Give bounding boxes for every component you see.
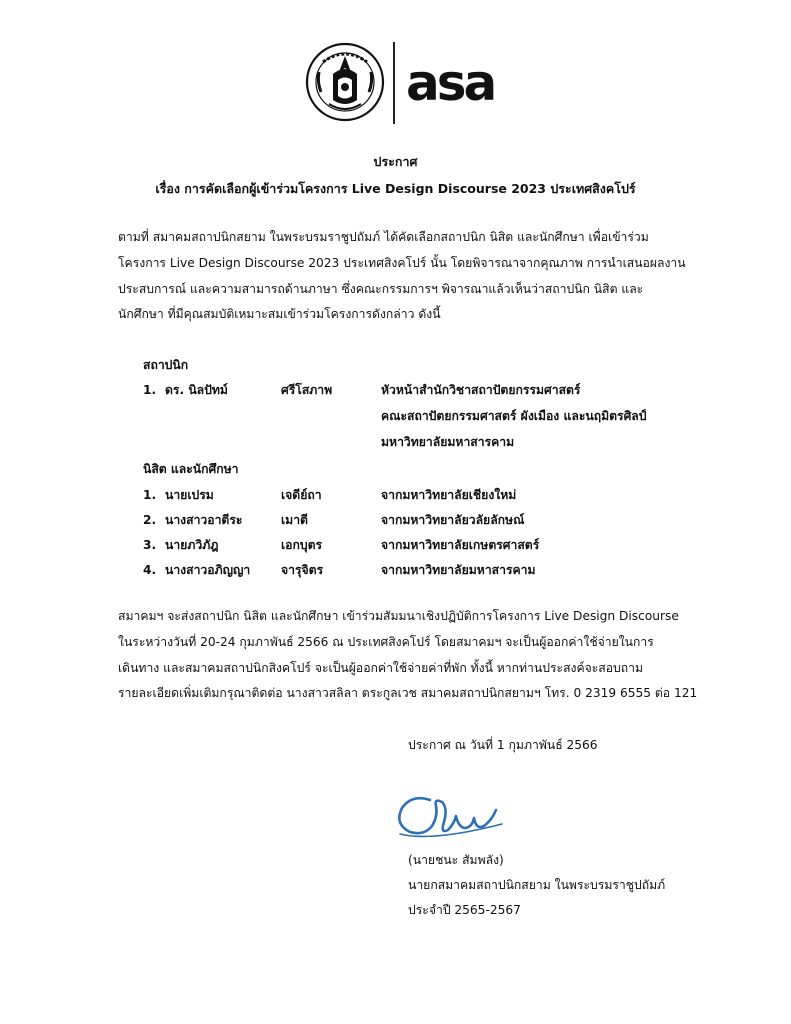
signer-term: ประจำปี 2565-2567 [408,903,521,917]
closing-line: เดินทาง และสมาคมสถาปนิกสิงคโปร์ จะเป็นผู้ออกค่าใช้จ่ายค่าที่พัก ทั้งนี้ หากท่านประสงค์จะสอบถาม [118,660,644,675]
closing-line: สมาคมฯ จะส่งสถาปนิก นิสิต และนักศึกษา เข้าร่วมสัมมนาเชิงปฏิบัติการโครงการ Live Design Discourse [118,609,679,623]
last-name: เมาตี [281,513,308,527]
last-name: เอกบุตร [281,538,323,552]
logo-divider [393,42,395,124]
asa-logo [406,60,530,104]
closing-line: ในระหว่างวันที่ 20-24 กุมภาพันธ์ 2566 ณ ประเทศสิงคโปร์ โดยสมาคมฯ จะเป็นผู้ออกค่าใช้จ่ายในการ [118,634,654,649]
affiliation: จากมหาวิทยาลัยเกษตรศาสตร์ [381,538,540,552]
last-name: ศรีโสภาพ [281,383,333,397]
row-number: 2. [143,513,157,527]
first-name: นายเปรม [165,488,214,502]
affiliation: มหาวิทยาลัยมหาสารคาม [381,435,515,449]
row-number: 4. [143,563,157,577]
intro-line: นักศึกษา ที่มีคุณสมบัติเหมาะสมเข้าร่วมโครงการดังกล่าว ดังนี้ [118,307,441,322]
affiliation: จากมหาวิทยาลัยเชียงใหม่ [381,488,517,502]
first-name: ดร. นิลปัทม์ [165,383,228,397]
closing-paragraph [118,604,698,707]
first-name: นายภวิภัฎ [165,538,219,552]
row-number: 1. [143,488,157,502]
closing-line: รายละเอียดเพิ่มเติมกรุณาติดต่อ นางสาวสลิลา ตระกูลเวช สมาคมสถาปนิกสยามฯ โทร. 0 2319 6555 ต่อ 121 [118,686,698,701]
row-number: 3. [143,538,157,552]
affiliation: จากมหาวิทยาลัยมหาสารคาม [381,563,536,577]
last-name: จารุจิตร [281,563,324,577]
affiliation: จากมหาวิทยาลัยวลัยลักษณ์ [381,513,525,527]
students-label: นิสิต และนักศึกษา [143,462,239,476]
first-name: นางสาวอาตีระ [165,513,243,527]
first-name: นางสาวอภิญญา [165,563,251,577]
handwritten-signature-icon [392,786,522,846]
affiliation: คณะสถาปัตยกรรมศาสตร์ ผังเมือง และนฤมิตรศิลป์ [381,409,647,423]
announcement-date: ประกาศ ณ วันที่ 1 กุมภาพันธ์ 2566 [408,738,598,752]
intro-line: ตามที่ สมาคมสถาปนิกสยาม ในพระบรมราชูปถัมภ์ ได้คัดเลือกสถาปนิก นิสิต และนักศึกษา เพื่อเข้าร่วม [118,230,649,244]
announcement-subject: เรื่อง การคัดเลือกผู้เข้าร่วมโครงการ Live Design Discourse 2023 ประเทศสิงคโปร์ [155,181,636,196]
asa-seal-icon [305,42,385,122]
intro-paragraph [118,225,686,328]
affiliation: หัวหน้าสำนักวิชาสถาปัตยกรรมศาสตร์ [381,383,581,397]
row-number: 1. [143,383,157,397]
last-name: เจดีย์ถา [281,488,322,502]
signer-position: นายกสมาคมสถาปนิกสยาม ในพระบรมราชูปถัมภ์ [408,878,666,892]
intro-line: ประสบการณ์ และความสามารถด้านภาษา ซึ่งคณะกรรมการฯ พิจารณาแล้วเห็นว่าสถาปนิก นิสิต และ [118,281,644,296]
announcement-title: ประกาศ [373,154,418,169]
intro-line: โครงการ Live Design Discourse 2023 ประเทศสิงคโปร์ นั้น โดยพิจารณาจากคุณภาพ การนำเสนอผลงาน [118,255,686,270]
header-logos [300,42,540,126]
svg-text:asa: asa [406,60,495,104]
signer-name: (นายชนะ สัมพลัง) [408,853,504,867]
architects-label: สถาปนิก [143,358,189,372]
